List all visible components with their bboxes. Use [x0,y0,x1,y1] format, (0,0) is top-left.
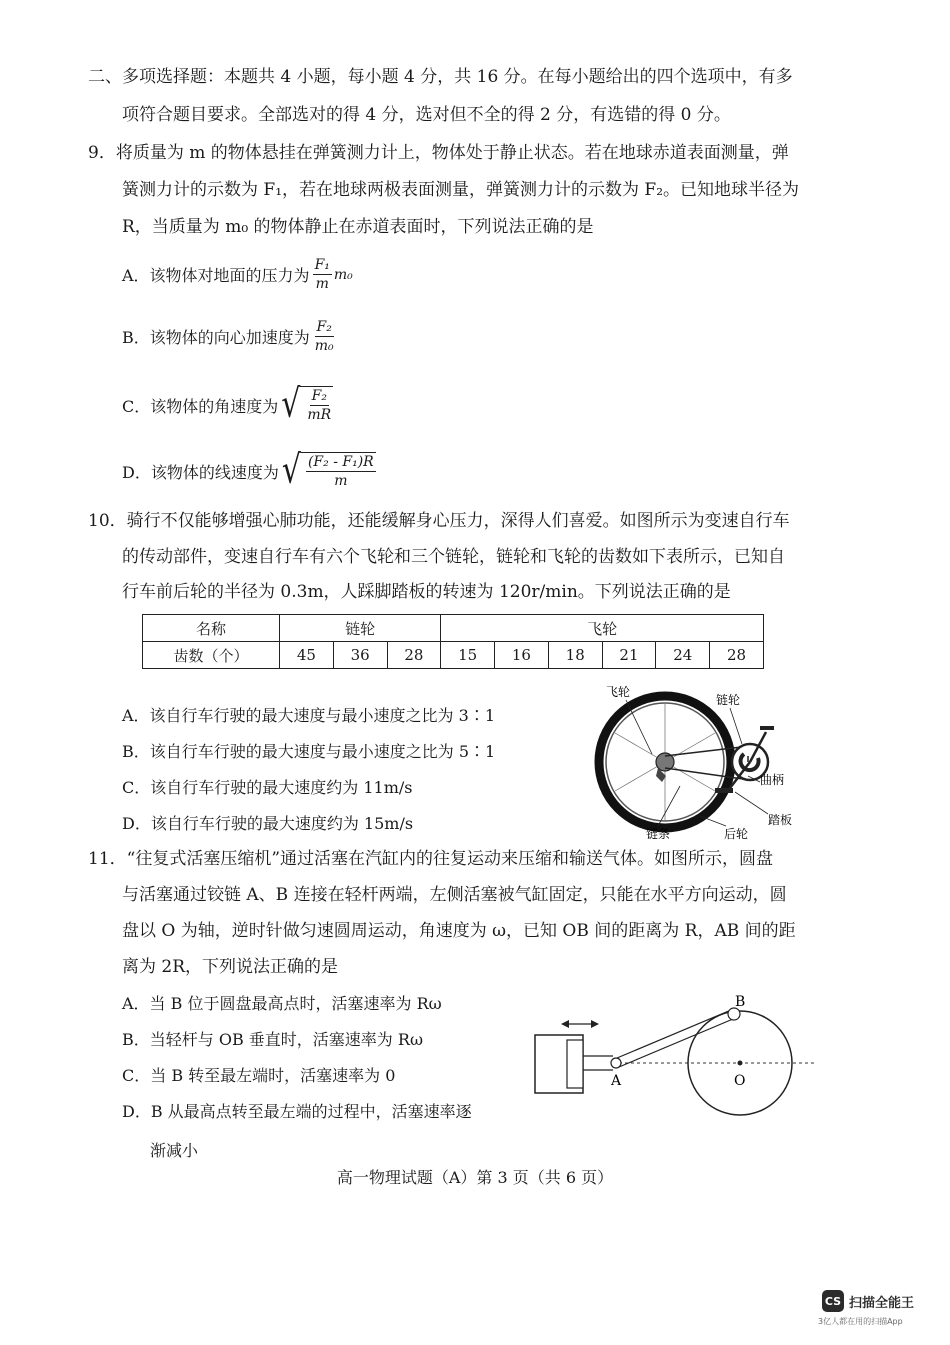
q10-option-c: C．该自行车行驶的最大速度约为 11m/s [122,778,413,797]
label-pedal: 踏板 [768,813,793,827]
q10-option-a: A．该自行车行驶的最大速度与最小速度之比为 3∶1 [122,706,496,725]
watermark-name: 扫描全能王 [849,1295,915,1311]
label-crank: 曲柄 [760,773,785,787]
q9-option-b-text: B．该物体的向心加速度为 [122,328,310,347]
q11-option-d: D．B 从最高点转至最左端的过程中，活塞速率逐 [122,1102,472,1121]
q9-option-d-sqrt [281,447,376,494]
q11-option-a: A．当 B 位于圆盘最高点时，活塞速率为 Rω [122,994,442,1013]
q11-stem-line1: 11．“往复式活塞压缩机”通过活塞在汽缸内的往复运动来压缩和输送气体。如图所示，圆盘 [88,849,774,869]
pedal-lower [715,788,733,793]
q9-option-a-fraction [313,256,332,293]
table-cell: 15 [441,642,495,669]
flywheel-leader [626,700,652,754]
section-heading: 二、多项选择题：本题共 4 小题，每小题 4 分，共 16 分。在每小题给出的四个选项中，有多 [88,67,793,87]
q11-stem-line4: 离为 2R，下列说法正确的是 [122,957,339,977]
pedal-leader [735,792,768,814]
axle-o [738,1061,743,1066]
q11-option-d-continued: 渐减小 [150,1141,199,1160]
label-b: B [735,994,746,1010]
table-row [143,642,764,669]
q9-option-b-denominator: m₀ [314,338,334,354]
piston-compressor-figure [525,990,825,1130]
q9-option-b-numerator: F₂ [316,319,332,335]
q9-option-b-fraction [313,318,336,355]
q10-stem-line2: 的传动部件，变速自行车有六个飞轮和三个链轮，链轮和飞轮的齿数如下表所示，已知自 [122,547,785,567]
page-footer: 高一物理试题（A）第 3 页（共 6 页） [336,1168,614,1187]
table-cell: 36 [333,642,387,669]
pedal-upper [760,726,774,730]
table-cell: 18 [548,642,602,669]
q11-stem-line2: 与活塞通过铰链 A、B 连接在轻杆两端，左侧活塞被气缸固定，只能在水平方向运动，圆 [122,885,787,905]
rod-upper-edge [617,1010,731,1058]
q10-option-d: D．该自行车行驶的最大速度约为 15m/s [122,814,414,833]
q9-option-c-text: C．该物体的角速度为 [122,396,279,416]
q9-option-d-numerator: (F₂ - F₁)R [307,454,374,470]
q11-option-c: C．当 B 转至最左端时，活塞速率为 0 [122,1066,396,1085]
scanner-watermark [822,1290,914,1312]
q9-option-c-sqrt [281,381,333,428]
q11-stem-line3: 盘以 O 为轴，逆时针做匀速圆周运动，角速度为 ω，已知 OB 间的距离为 R，AB 间的距 [122,921,796,941]
label-a: A [611,1073,622,1089]
q9-stem-line2: 簧测力计的示数为 F₁，若在地球两极表面测量，弹簧测力计的示数为 F₂。已知地球半径为 [122,180,800,200]
table-cell: 24 [656,642,710,669]
q9-option-c-fraction [305,387,333,424]
table-header-chainring: 链轮 [280,615,441,642]
table-header-flywheel: 飞轮 [441,615,764,642]
chainring-leader [730,708,742,744]
sqrt-sign-icon: √ [281,447,301,494]
q9-option-d [122,447,376,494]
arrow-right-icon [591,1020,599,1028]
sqrt-sign-icon: √ [281,381,301,428]
rear-wheel-leader [700,816,726,826]
table-cell: 45 [280,642,334,669]
q9-stem-line3: R，当质量为 m₀ 的物体静止在赤道表面时，下列说法正确的是 [122,217,594,237]
q9-option-a [122,256,353,293]
q10-option-b: B．该自行车行驶的最大速度与最小速度之比为 5∶1 [122,742,496,761]
label-rear-wheel: 后轮 [724,827,749,841]
q9-option-a-numerator: F₁ [314,257,330,273]
piston [567,1040,583,1088]
camscanner-logo-icon: CS [822,1290,844,1312]
q9-option-a-factor: m₀ [333,266,353,283]
hinge-a [611,1058,621,1068]
gear-teeth-table [142,614,764,669]
q9-option-d-text: D．该物体的线速度为 [122,462,279,482]
q9-option-d-denominator: m [334,473,348,489]
watermark-tagline: 3亿人都在用的扫描App [818,1317,903,1326]
q10-stem-line1: 10．骑行不仅能够增强心肺功能，还能缓解身心压力，深得人们喜爱。如图所示为变速自行车 [88,511,790,531]
q11-option-b: B．当轻杆与 OB 垂直时，活塞速率为 Rω [122,1030,423,1049]
q10-stem-line3: 行车前后轮的半径为 0.3m，人踩脚踏板的转速为 120r/min。下列说法正确的是 [122,582,731,602]
q9-option-a-text: A．该物体对地面的压力为 [122,266,310,285]
table-cell: 16 [495,642,549,669]
bicycle-drive-figure [570,676,810,846]
q9-option-b [122,318,336,355]
arrow-left-icon [561,1020,569,1028]
q9-option-c-denominator: mR [307,407,332,423]
q9-option-c-numerator: F₂ [311,388,327,404]
table-cell: 21 [602,642,656,669]
section-instructions: 项符合题目要求。全部选对的得 4 分，选对但不全的得 2 分，有选错的得 0 分。 [122,105,731,125]
label-chainring: 链轮 [716,693,741,707]
table-cell: 28 [387,642,441,669]
rod-lower-edge [619,1019,733,1067]
q9-stem-line1: 9．将质量为 m 的物体悬挂在弹簧测力计上，物体处于静止状态。若在地球赤道表面测量，弹 [88,143,789,163]
q9-option-c [122,381,333,428]
label-o: O [734,1073,746,1089]
label-chain: 链条 [646,827,671,841]
q9-option-d-fraction [306,453,376,490]
table-header-row [143,615,764,642]
table-header-name: 名称 [143,615,280,642]
label-flywheel: 飞轮 [606,685,631,699]
q9-option-a-denominator: m [315,276,329,292]
table-cell: 28 [710,642,764,669]
table-row-label: 齿数（个） [143,642,280,669]
